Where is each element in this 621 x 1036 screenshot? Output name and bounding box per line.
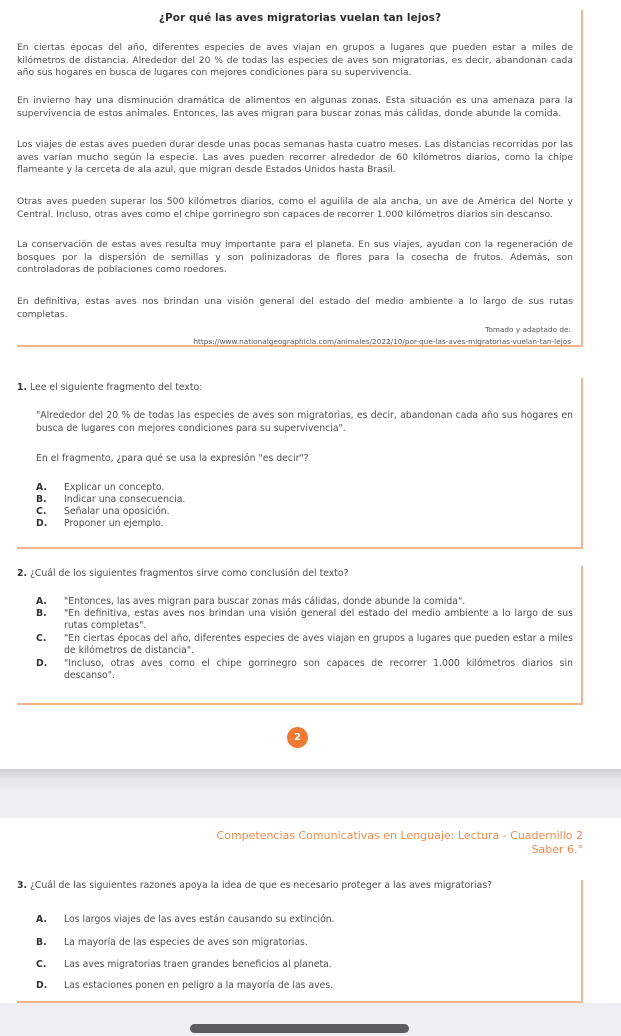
source-label: Tomado y adaptado de: xyxy=(485,325,571,334)
option-text: Proponer un ejemplo. xyxy=(64,518,164,529)
option-letter: C. xyxy=(36,959,47,970)
reading-paragraph: Los viajes de estas aves pueden durar desde unas pocas semanas hasta cuatro meses. Las distancias recorridas por las aves varían mucho según la especie. Las aves pueden recorrer alrededor de 60 kilómetros diarios, como la chipe flameante y la cerceta de ala azul, que migran desde Estados Unidos hasta Brasil. xyxy=(17,139,573,176)
page-number-badge: 2 xyxy=(287,727,308,748)
option-text: La mayoría de las especies de aves son migratorias. xyxy=(64,937,308,948)
answer-option-b[interactable] xyxy=(36,494,573,506)
question-number: 1. xyxy=(17,382,28,393)
answer-option-d[interactable] xyxy=(36,658,573,683)
option-letter: D. xyxy=(36,658,48,669)
question-1-prompt xyxy=(17,382,577,395)
question-2-box xyxy=(17,566,583,705)
source-link[interactable]: https://www.nationalgeographicla.com/animales/2022/10/por-que-las-aves-migratorias-vuelan-tan-lejos xyxy=(193,337,571,346)
answer-option-d[interactable] xyxy=(36,518,573,530)
reading-paragraph: Otras aves pueden superar los 500 kilómetros diarios, como el aguilila de ala ancha, un ave de América del Norte y Central. Incluso, otras aves como el chipe gorrinegro son capaces de recorrer 1.000 kilómetros diarios sin descanso. xyxy=(17,196,573,220)
option-letter: A. xyxy=(36,914,47,925)
question-3-prompt xyxy=(17,880,577,893)
question-1-question: En el fragmento, ¿para qué se usa la expresión "es decir"? xyxy=(36,453,309,464)
option-text: Explicar un concepto. xyxy=(64,482,165,493)
question-prompt-text: ¿Cuál de las siguientes razones apoya la idea de que es necesario proteger a las aves migratorias? xyxy=(29,880,493,891)
option-text: Señalar una oposición. xyxy=(64,506,170,517)
option-text: Indicar una consecuencia. xyxy=(64,494,186,505)
option-letter: A. xyxy=(36,482,47,493)
option-letter: B. xyxy=(36,608,47,619)
reading-paragraph: La conservación de estas aves resulta muy importante para el planeta. En sus viajes, ayudan con la regeneración de bosques por la dispersión de semillas y son polinizadoras de flores para la cosecha de frutos. Además, son controladoras de poblaciones como roedores. xyxy=(17,239,573,276)
option-letter: B. xyxy=(36,937,47,948)
reading-paragraph: En ciertas épocas del año, diferentes especies de aves viajan en grupos a lugares que pueden estar a miles de kilómetros de distancia. Alrededor del 20 % de todas las especies de aves son migratorias, es decir, abandonan cada año sus hogares en busca de lugares con mejores condiciones para su supervivencia. xyxy=(17,42,573,79)
reading-paragraph: En invierno hay una disminución dramática de alimentos en algunas zonas. Esta situación es una amenaza para la supervivencia de estos animales. Entonces, las aves migran para buscar zonas más cálidas, donde abunde la comida. xyxy=(17,95,573,119)
question-number: 3. xyxy=(17,880,28,891)
reading-paragraph: En definitiva, estas aves nos brindan una visión general del estado del medio ambiente a lo largo de sus rutas completas. xyxy=(17,296,573,320)
question-3-box xyxy=(17,880,583,1003)
answer-option-c[interactable] xyxy=(36,633,573,658)
reading-title: ¿Por qué las aves migratorias vuelan tan lejos? xyxy=(158,12,442,24)
option-letter: D. xyxy=(36,518,48,529)
answer-option-a[interactable] xyxy=(36,596,573,608)
option-text: Las aves migratorias traen grandes beneficios al planeta. xyxy=(64,959,332,970)
option-letter: B. xyxy=(36,494,47,505)
reading-passage-box xyxy=(17,10,583,347)
option-letter: A. xyxy=(36,596,47,607)
answer-option-b[interactable] xyxy=(36,937,573,949)
option-text: Los largos viajes de las aves están causando su extinción. xyxy=(64,914,335,925)
option-text: "En ciertas épocas del año, diferentes especies de aves viajan en grupos a lugares que pueden estar a miles de kilómetros de distancia". xyxy=(64,633,573,657)
booklet-grade: Saber 6.° xyxy=(531,843,583,856)
question-prompt-text: Lee el siguiente fragmento del texto: xyxy=(29,382,203,393)
booklet-header xyxy=(217,829,584,857)
question-number: 2. xyxy=(17,568,28,579)
option-letter: D. xyxy=(36,980,48,991)
answer-option-d[interactable] xyxy=(36,980,573,992)
answer-option-a[interactable] xyxy=(36,914,573,926)
option-text: "En definitiva, estas aves nos brindan una visión general del estado del medio ambiente a lo largo de sus rutas completas". xyxy=(64,608,573,632)
answer-option-a[interactable] xyxy=(36,482,573,494)
home-indicator-bar[interactable] xyxy=(190,1024,409,1033)
option-letter: C. xyxy=(36,633,47,644)
booklet-title: Competencias Comunicativas en Lenguaje: Lectura - Cuadernillo 2 xyxy=(216,829,583,842)
answer-option-c[interactable] xyxy=(36,959,573,971)
answer-option-b[interactable] xyxy=(36,608,573,633)
page-separator xyxy=(0,769,621,818)
option-text: "Entonces, las aves migran para buscar zonas más cálidas, donde abunde la comida". xyxy=(64,596,466,607)
question-prompt-text: ¿Cuál de los siguientes fragmentos sirve como conclusión del texto? xyxy=(29,568,349,579)
option-text: Las estaciones ponen en peligro a la mayoría de las aves. xyxy=(64,980,334,991)
question-2-prompt xyxy=(17,568,577,581)
option-text: "Incluso, otras aves como el chipe gorrinegro son capaces de recorrer 1.000 kilómetros diarios sin descanso". xyxy=(64,658,573,682)
option-letter: C. xyxy=(36,506,47,517)
question-1-box xyxy=(17,378,583,549)
question-1-fragment: "Alrededor del 20 % de todas las especies de aves son migratorias, es decir, abandonan cada año sus hogares en busca de lugares con mejores condiciones para su supervivencia". xyxy=(36,410,573,434)
answer-option-c[interactable] xyxy=(36,506,573,518)
